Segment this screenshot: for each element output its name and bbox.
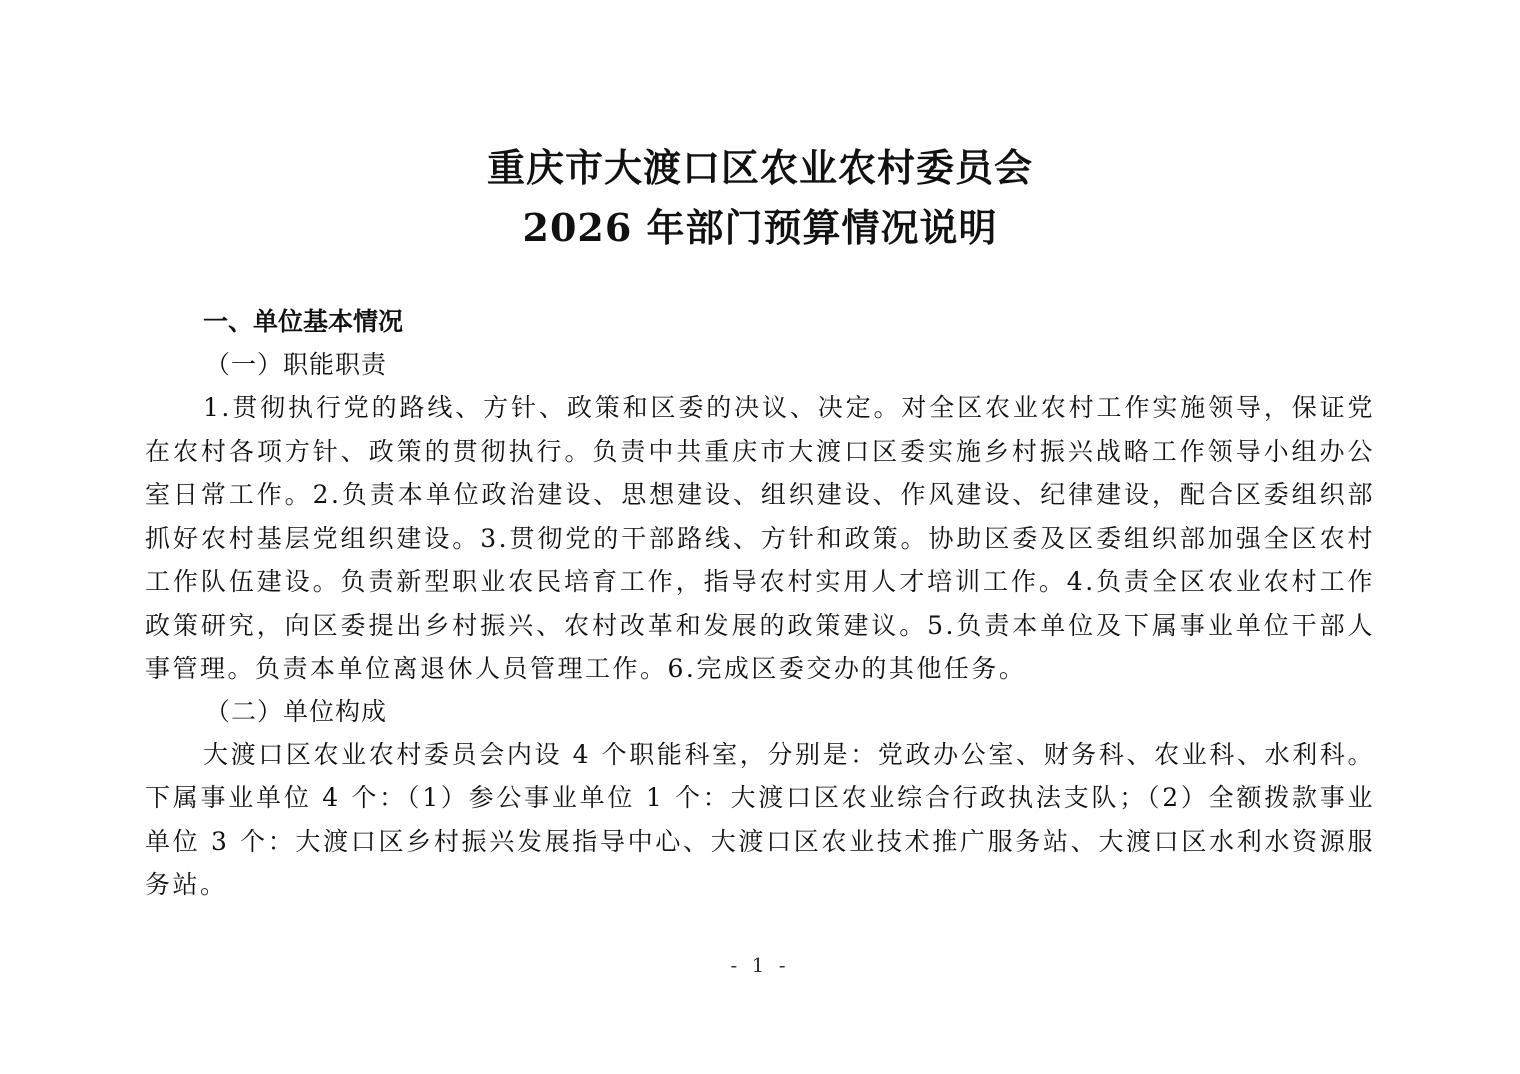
document-body (145, 300, 1375, 907)
title-line-1: 重庆市大渡口区农业农村委员会 (486, 145, 1033, 190)
document-title (0, 138, 1520, 258)
duties-paragraph: 1.贯彻执行党的路线、方针、政策和区委的决议、决定。对全区农业农村工作实施领导，保证党在农村各项方针、政策的贯彻执行。负责中共重庆市大渡口区委实施乡村振兴战略工作领导小组办公室日常工作。2.负责本单位政治建设、思想建设、组织建设、作风建设、纪律建设，配合区委组织部抓好农村基层党组织建设。3.贯彻党的干部路线、方针和政策。协助区委及区委组织部加强全区农村工作队伍建设。负责新型职业农民培育工作，指导农村实用人才培训工作。4.负责全区农业农村工作政策研究，向区委提出乡村振兴、农村改革和发展的政策建议。5.负责本单位及下属事业单位干部人事管理。负责本单位离退休人员管理工作。6.完成区委交办的其他任务。 (145, 393, 1375, 683)
subsection-heading-composition: （二）单位构成 (205, 696, 388, 726)
page-number: - 1 - (730, 953, 790, 977)
subsection-heading-duties: （一）职能职责 (205, 350, 388, 379)
section-heading-basic-info: 一、单位基本情况 (203, 307, 404, 336)
title-line-2: 2026 年部门预算情况说明 (522, 205, 998, 250)
composition-paragraph: 大渡口区农业农村委员会内设 4 个职能科室，分别是：党政办公室、财务科、农业科、水利科。下属事业单位 4 个：（1）参公事业单位 1 个：大渡口区农业综合行政执法支队；（2）全额拨款事业单位 3 个：大渡口区乡村振兴发展指导中心、大渡口区农业技术推广服务站、大渡口区水利水资源服务站。 (145, 739, 1375, 899)
